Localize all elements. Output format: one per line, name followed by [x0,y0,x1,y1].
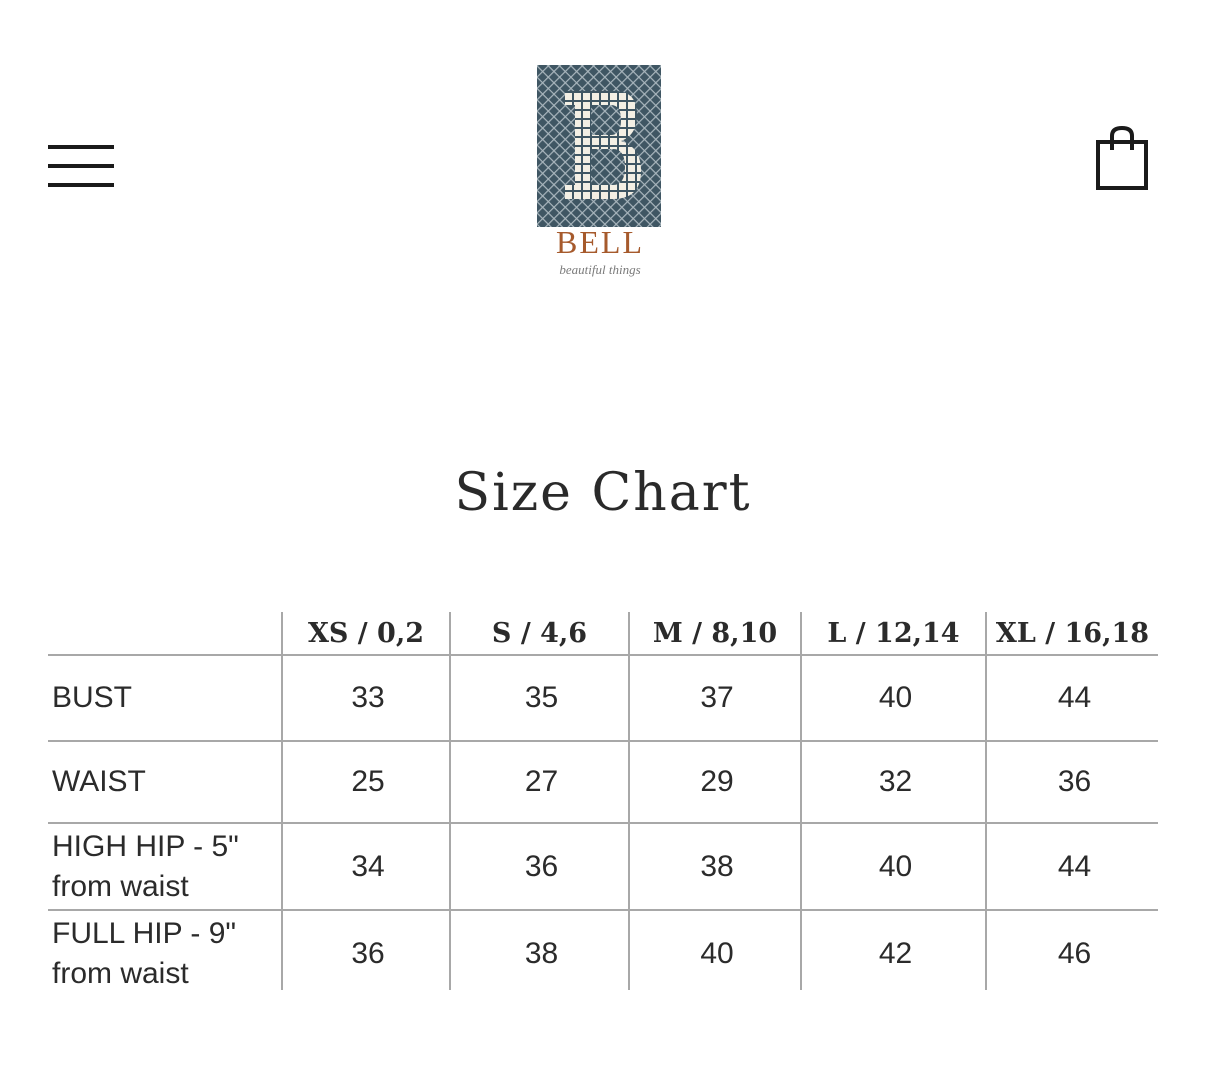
table-cell: 44 [986,823,1158,910]
table-cell: 46 [986,910,1158,990]
size-header-row [48,612,1158,655]
hamburger-menu-icon-bar [48,183,114,187]
table-cell: 25 [282,741,450,823]
size-chart-table [48,612,1158,990]
menu-button[interactable] [44,136,118,198]
table-row-waist [48,741,1158,823]
table-cell: 42 [801,910,986,990]
table-cell: 34 [282,823,450,910]
row-label-line: from waist [52,869,189,903]
row-label-line: BUST [52,681,133,714]
table-cell: 36 [450,823,629,910]
hamburger-menu-icon [48,145,114,149]
size-header-xs: XS / 0,2 [282,612,450,655]
table-row-full-hip [48,910,1158,990]
row-label-full-hip [48,910,282,990]
table-cell: 29 [629,741,801,823]
shopping-bag-icon [1088,124,1156,196]
size-header-m: M / 8,10 [629,612,801,655]
table-cell: 44 [986,655,1158,741]
store-logo[interactable] [450,20,750,310]
page-title: Size Chart [454,463,752,523]
table-cell: 40 [801,655,986,741]
table-cell: 37 [629,655,801,741]
table-row-high-hip [48,823,1158,910]
row-label-line: FULL HIP - 9" [52,917,237,950]
table-cell: 35 [450,655,629,741]
table-cell: 27 [450,741,629,823]
row-label-high-hip [48,823,282,910]
table-cell: 33 [282,655,450,741]
logo-wordmark: BELL [556,224,644,260]
table-cell: 36 [282,910,450,990]
table-cell: 40 [801,823,986,910]
table-cell: 36 [986,741,1158,823]
hamburger-menu-icon-bar [48,164,114,168]
row-label-line: from waist [52,957,189,990]
table-cell: 38 [450,910,629,990]
row-label-waist [48,741,282,823]
size-header-s: S / 4,6 [450,612,629,655]
table-cell: 32 [801,741,986,823]
logo-monogram-icon [537,65,661,227]
table-row-bust [48,655,1158,741]
size-header-l: L / 12,14 [801,612,986,655]
row-label-line: HIGH HIP - 5" [52,829,239,863]
cart-button[interactable] [1088,124,1156,196]
logo-tagline: beautiful things [559,262,641,277]
size-header-xl: XL / 16,18 [986,612,1158,655]
table-cell: 38 [629,823,801,910]
row-label-bust [48,655,282,741]
header-corner-cell [48,612,282,655]
site-header [0,0,1206,330]
row-label-line: WAIST [52,765,146,798]
table-cell: 40 [629,910,801,990]
size-chart [48,612,1158,990]
